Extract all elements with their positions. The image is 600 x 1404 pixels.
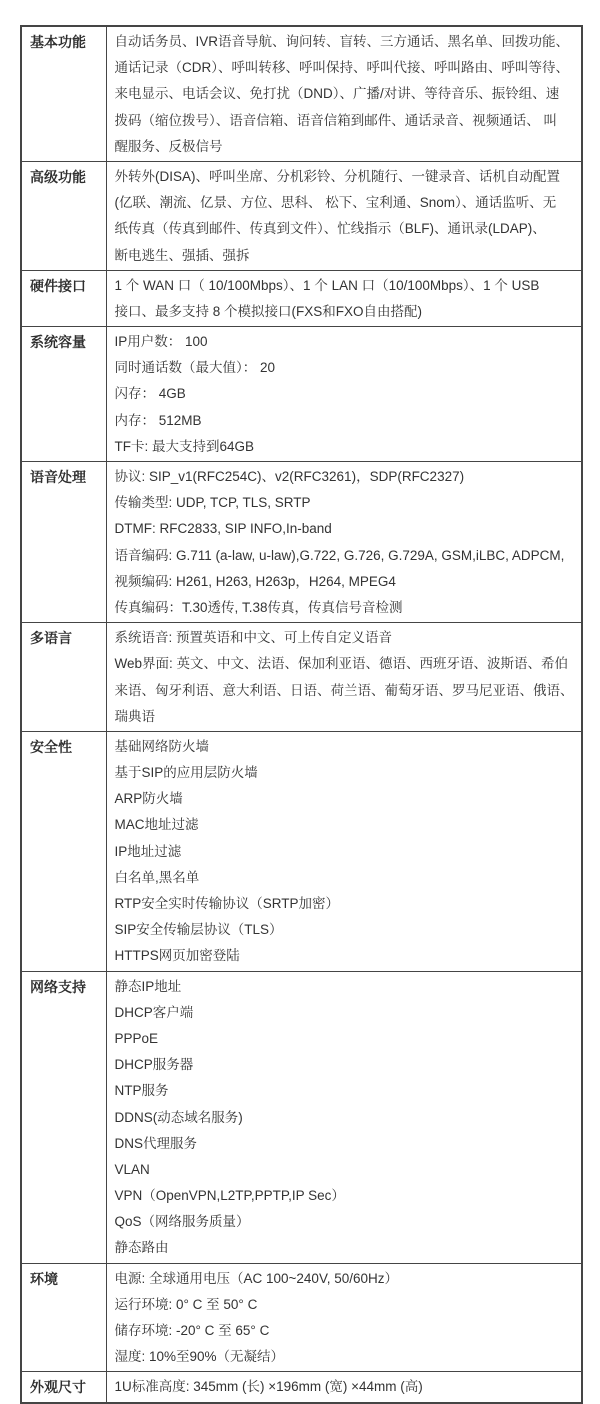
spec-line: 通话记录（CDR）、呼叫转移、呼叫保持、呼叫代接、呼叫路由、呼叫等待、 [114, 60, 569, 76]
row-content [106, 270, 582, 326]
spec-line: 外转外(DISA)、呼叫坐席、分机彩铃、分机随行、一键录音、话机自动配置 [114, 168, 560, 184]
table-row [21, 1372, 582, 1403]
spec-line: 传真编码：T.30透传, T.38传真，传真信号音检测 [114, 599, 403, 615]
row-content [106, 161, 582, 270]
spec-line: 醒服务、反极信号 [114, 138, 223, 154]
spec-line: 瑞典语 [114, 708, 155, 724]
spec-line: MAC地址过滤 [114, 817, 199, 833]
row-content [106, 1372, 582, 1403]
table-row [21, 161, 582, 270]
spec-line: 语音编码: G.711 (a-law, u-law),G.722, G.726, G.729A, GSM,iLBC, ADPCM, [114, 547, 565, 563]
spec-line: 来语、匈牙利语、意大利语、日语、荷兰语、葡萄牙语、罗马尼亚语、俄语、 [114, 682, 574, 698]
spec-line: 接口、最多支持 8 个模拟接口(FXS和FXO自由搭配) [114, 303, 423, 319]
table-row [21, 270, 582, 326]
spec-line: TF卡: 最大支持到64GB [114, 438, 255, 454]
spec-line: DTMF: RFC2833, SIP INFO,In-band [114, 521, 332, 537]
spec-line: 白名单,黑名单 [114, 869, 200, 885]
spec-line: IP用户数： 100 [114, 334, 208, 350]
spec-line: 传输类型: UDP, TCP, TLS, SRTP [114, 495, 311, 511]
spec-line: DHCP服务器 [114, 1057, 194, 1073]
spec-line: Web界面: 英文、中文、法语、保加利亚语、德语、西班牙语、波斯语、希伯 [114, 656, 569, 672]
row-label: 系统容量 [21, 327, 106, 462]
row-content [106, 1263, 582, 1372]
spec-table-body [21, 26, 582, 1403]
spec-line: 基于SIP的应用层防火墙 [114, 765, 258, 781]
spec-line: 拨码（缩位拨号）、语音信箱、语音信箱到邮件、通话录音、视频通话、 叫 [114, 112, 557, 128]
spec-line: 协议: SIP_v1(RFC254C)、v2(RFC3261)，SDP(RFC2327) [114, 469, 465, 484]
spec-line: 断电逃生、强插、强拆 [114, 247, 250, 263]
row-content [106, 731, 582, 971]
spec-line: DDNS(动态域名服务) [114, 1109, 243, 1125]
row-content [106, 327, 582, 462]
table-row [21, 26, 582, 161]
spec-line: HTTPS网页加密登陆 [114, 948, 240, 964]
row-label: 硬件接口 [21, 270, 106, 326]
row-label: 高级功能 [21, 161, 106, 270]
row-content [106, 971, 582, 1263]
table-row [21, 623, 582, 732]
row-content [106, 623, 582, 732]
row-content [106, 26, 582, 161]
row-label: 网络支持 [21, 971, 106, 1263]
spec-line: NTP服务 [114, 1083, 169, 1099]
spec-line: 运行环境: 0° C 至 50° C [114, 1296, 258, 1312]
spec-line: VLAN [114, 1161, 150, 1177]
spec-line: 静态IP地址 [114, 978, 182, 994]
spec-line: DHCP客户端 [114, 1004, 194, 1020]
spec-line: ARP防火墙 [114, 791, 183, 807]
spec-line: 视频编码: H261, H263, H263p，H264, MPEG4 [114, 573, 396, 589]
spec-line: 自动话务员、IVR语音导航、询问转、盲转、三方通话、黑名单、回拨功能、 [114, 34, 570, 49]
spec-line: RTP安全实时传输协议（SRTP加密） [114, 896, 340, 911]
row-label: 环境 [21, 1263, 106, 1372]
spec-line: 来电显示、电话会议、免打扰（DND）、广播/对讲、等待音乐、振铃组、速 [114, 86, 560, 102]
spec-line: 1U标准高度: 345mm (长) ×196mm (宽) ×44mm (高) [114, 1379, 423, 1395]
table-row [21, 327, 582, 462]
spec-line: 系统语音: 预置英语和中文、可上传自定义语音 [114, 630, 393, 646]
spec-line: 湿度: 10%至90%（无凝结） [114, 1349, 285, 1365]
spec-line: 静态路由 [114, 1240, 169, 1256]
spec-line: PPPoE [114, 1030, 159, 1046]
spec-line: 内存： 512MB [114, 412, 202, 428]
spec-line: IP地址过滤 [114, 843, 182, 859]
spec-line: SIP安全传输层协议（TLS） [114, 922, 283, 938]
row-label: 语音处理 [21, 462, 106, 623]
spec-table [20, 25, 583, 1404]
table-row [21, 731, 582, 971]
spec-line: 电源: 全球通用电压（AC 100~240V, 50/60Hz） [114, 1270, 398, 1286]
spec-line: 闪存： 4GB [114, 386, 186, 402]
spec-line: VPN（OpenVPN,L2TP,PPTP,IP Sec） [114, 1188, 345, 1204]
table-row [21, 462, 582, 623]
spec-line: QoS（网络服务质量） [114, 1214, 250, 1230]
row-label: 多语言 [21, 623, 106, 732]
row-label: 基本功能 [21, 26, 106, 161]
spec-line: 纸传真（传真到邮件、传真到文件）、忙线指示（BLF)、通讯录(LDAP)、 [114, 221, 546, 237]
spec-line: DNS代理服务 [114, 1135, 198, 1151]
row-label: 外观尺寸 [21, 1372, 106, 1403]
table-row [21, 971, 582, 1263]
spec-line: 储存环境: -20° C 至 65° C [114, 1323, 270, 1338]
spec-line: (亿联、潮流、亿景、方位、思科、 松下、宝利通、Snom）、通话监听、无 [114, 195, 557, 211]
row-content [106, 462, 582, 623]
row-label: 安全性 [21, 731, 106, 971]
spec-line: 同时通话数（最大值）： 20 [114, 360, 276, 376]
spec-line: 基础网络防火墙 [114, 738, 209, 754]
table-row [21, 1263, 582, 1372]
spec-line: 1 个 WAN 口（ 10/100Mbps）、1 个 LAN 口（10/100Mbps）、1 个 USB [114, 277, 540, 293]
